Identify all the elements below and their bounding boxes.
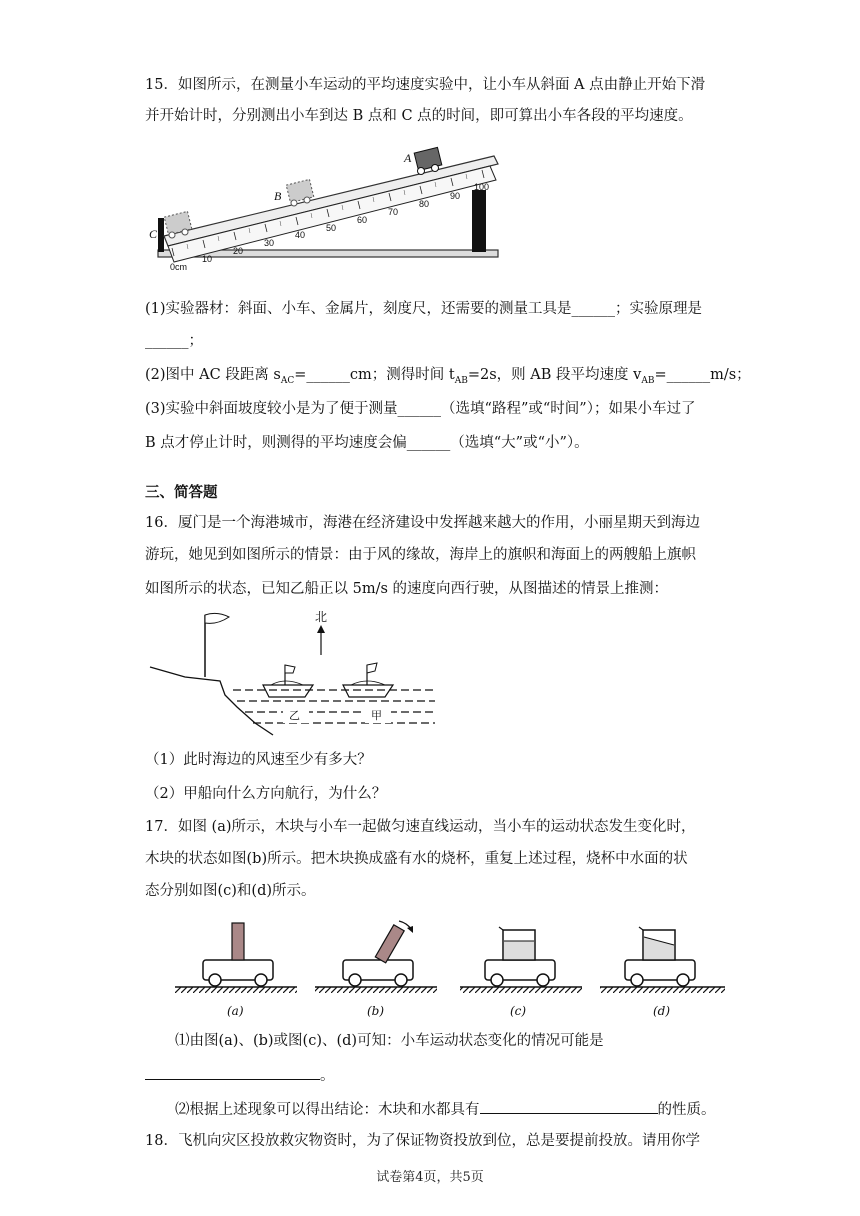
tick-label-50: 50 — [326, 223, 337, 233]
figure-a — [175, 923, 297, 1018]
boat-jia — [343, 663, 393, 697]
q16-line-1: 16．厦门是一个海港城市，海港在经济建设中发挥越来越大的作用，小丽星期天到海边 — [145, 515, 700, 531]
caption-d: (d) — [653, 1004, 671, 1018]
q15-line-2: 并开始计时，分别测出小车到达 B 点和 C 点的时间，即可算出小车各段的平均速度。 — [145, 108, 693, 124]
q17-line-3: 态分别如图(c)和(d)所示。 — [145, 883, 316, 899]
incline-ruler-figure — [150, 140, 510, 275]
q15-part2-a: (2)图中 AC 段距离 s — [145, 367, 281, 383]
cart-at-b — [286, 179, 314, 206]
q16-sub-2: （2）甲船向什么方向航行，为什么？ — [145, 786, 387, 802]
q15-part2-sub-ac: AC — [280, 375, 295, 386]
tick-label-30: 30 — [264, 238, 275, 248]
figure-d — [600, 927, 725, 1018]
caption-c: (c) — [510, 1004, 527, 1018]
tick-label-70: 70 — [388, 207, 399, 217]
q15-part2 — [145, 366, 751, 390]
page-footer: 试卷第4页，共5页 — [376, 1170, 484, 1185]
q15-part2-d: =______m/s； — [654, 367, 751, 383]
tick-label-0: 0cm — [170, 262, 188, 272]
cart-at-a — [414, 147, 442, 174]
q17-line-2: 木块的状态如图(b)所示。把木块换成盛有水的烧杯，重复上述过程，烧杯中水面的状 — [145, 851, 688, 867]
q17-sub-2 — [175, 1100, 716, 1119]
boat-yi — [263, 665, 313, 697]
point-b-label: B — [274, 189, 282, 203]
north-label: 北 — [315, 610, 328, 624]
boat-jia-label: 甲 — [371, 709, 382, 722]
q15-line-1: 15．如图所示，在测量小车运动的平均速度实验中，让小车从斜面 A 点由静止开始下滑 — [145, 77, 706, 93]
harbor-figure — [145, 605, 445, 745]
q18-line-1: 18．飞机向灾区投放救灾物资时，为了保证物资投放到位，总是要提前投放。请用你学 — [145, 1133, 700, 1149]
tick-label-100: 100 — [474, 182, 490, 192]
tick-label-10: 10 — [202, 254, 213, 264]
q17-sub-2-a: ⑵根据上述现象可以得出结论：木块和水都具有 — [175, 1102, 480, 1118]
boat-yi-label: 乙 — [289, 709, 300, 722]
q16-sub-1: （1）此时海边的风速至少有多大？ — [145, 752, 372, 768]
q15-part2-sub-ab-v: AB — [641, 375, 655, 386]
caption-a: (a) — [227, 1004, 244, 1018]
q15-part3-line-2: B 点才停止计时，则测得的平均速度会偏______（选填“大”或“小”）。 — [145, 435, 589, 451]
figure-c — [460, 927, 582, 1018]
point-c-label: C — [149, 227, 158, 241]
answer-blank[interactable] — [145, 1066, 320, 1080]
tick-label-90: 90 — [450, 191, 461, 201]
q15-part1-line-1: (1)实验器材：斜面、小车、金属片，刻度尺，还需要的测量工具是______；实验原理是 — [145, 301, 703, 317]
q16-line-2: 游玩，她见到如图所示的情景：由于风的缘故，海岸上的旗帜和海面上的两艘船上旗帜 — [145, 547, 696, 563]
q16-line-3: 如图所示的状态，已知乙船正以 5m/s 的速度向西行驶，从图描述的情景上推测： — [145, 581, 669, 597]
q15-part1-line-2: ______； — [145, 333, 203, 349]
cart-figures — [175, 915, 730, 1025]
q15-part2-sub-ab-t: AB — [454, 375, 468, 386]
q17-sub-1-end: 。 — [320, 1068, 335, 1084]
figure-b — [315, 921, 437, 1018]
tick-label-80: 80 — [419, 199, 430, 209]
tick-label-20: 20 — [233, 246, 244, 256]
q15-part2-c: =2s，则 AB 段平均速度 v — [467, 367, 642, 383]
tick-label-60: 60 — [357, 215, 368, 225]
answer-blank[interactable] — [480, 1100, 658, 1114]
q15-part2-b: =______cm；测得时间 t — [294, 367, 455, 383]
caption-b: (b) — [367, 1004, 385, 1018]
q17-sub-2-b: 的性质。 — [657, 1102, 716, 1118]
q17-line-1: 17．如图 (a)所示，木块与小车一起做匀速直线运动，当小车的运动状态发生变化时， — [145, 819, 696, 835]
tick-label-40: 40 — [295, 230, 306, 240]
point-a-label: A — [404, 151, 412, 165]
section-title: 三、简答题 — [145, 484, 218, 501]
q15-part3-line-1: (3)实验中斜面坡度较小是为了便于测量______（选填“路程”或“时间”）；如果小车过了 — [145, 401, 696, 417]
q17-sub-1-line-1: ⑴由图(a)、(b)或图(c)、(d)可知：小车运动状态变化的情况可能是 — [175, 1033, 604, 1049]
q17-sub-1-line-2 — [145, 1066, 335, 1085]
